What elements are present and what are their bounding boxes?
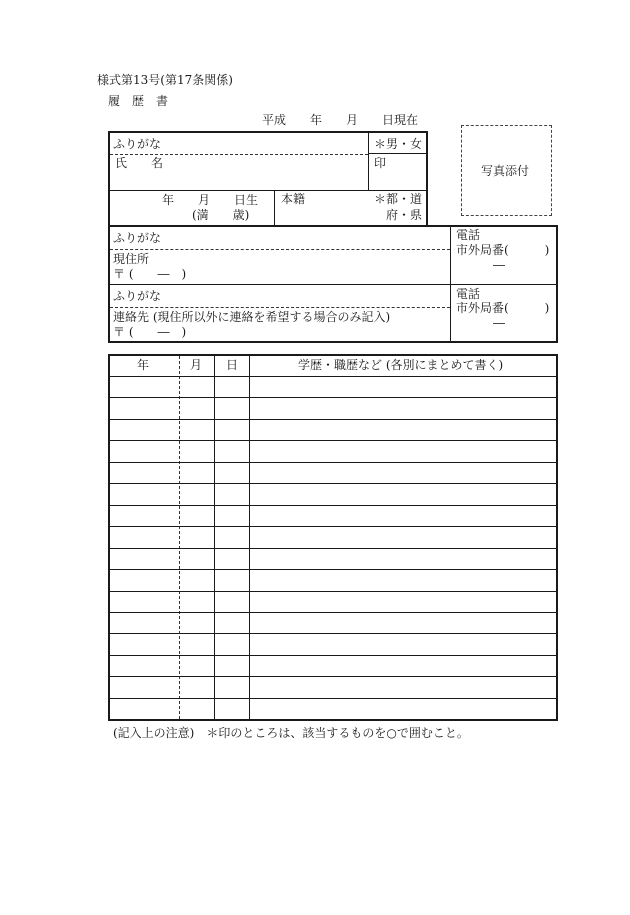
history-row-separator: [110, 397, 557, 398]
history-table: [108, 354, 558, 721]
name-row-bottom: [110, 190, 427, 191]
current-postal-code[interactable]: 〒 ( ― ): [113, 267, 187, 281]
current-phone-label: 電話: [456, 228, 481, 242]
history-header-day: 日: [226, 358, 239, 372]
contact-postal-code[interactable]: 〒 ( ― ): [113, 325, 187, 339]
history-row-separator: [110, 483, 557, 484]
address-row-separator: [110, 284, 557, 285]
history-row-separator: [110, 548, 557, 549]
day-content-divider: [249, 356, 250, 719]
history-row-separator: [110, 526, 557, 527]
birth-date-field[interactable]: 年 月 日生: [162, 193, 259, 207]
history-row-separator: [110, 676, 557, 677]
page-title: 履 歴 書: [108, 94, 169, 108]
history-header-year: 年: [137, 358, 150, 372]
history-header-content: 学歴・職歴など (各別にまとめて書く): [298, 358, 504, 372]
history-row-separator: [110, 376, 557, 377]
photo-label: 写真添付: [481, 164, 530, 178]
current-address-label: 現住所: [113, 252, 150, 266]
date-line: 平成 年 月 日現在: [262, 113, 419, 127]
prefecture-line2[interactable]: 府・県: [386, 208, 423, 222]
history-row-separator: [110, 698, 557, 699]
seal-mark: 印: [374, 156, 387, 170]
current-furigana-dashed-line: [110, 249, 450, 250]
history-row-separator: [110, 612, 557, 613]
history-header-month: 月: [190, 358, 203, 372]
contact-phone-dash: ―: [493, 316, 505, 330]
furigana-dashed-line: [110, 154, 368, 155]
contact-furigana-label: ふりがな: [113, 289, 162, 303]
history-row-separator: [110, 419, 557, 420]
history-row-separator: [110, 505, 557, 506]
gender-field[interactable]: ＊男・女: [374, 137, 423, 151]
contact-phone-label: 電話: [456, 287, 481, 301]
current-phone-dash: ―: [493, 258, 505, 272]
prefecture-line1[interactable]: ＊都・道: [374, 192, 423, 206]
gender-seal-separator: [368, 153, 427, 154]
form-number: 様式第13号(第17条関係): [97, 73, 233, 87]
name-label: 氏 名: [115, 156, 164, 170]
contact-address-label: 連絡先 (現住所以外に連絡を希望する場合のみ記入): [113, 310, 391, 324]
history-row-separator: [110, 462, 557, 463]
history-row-separator: [110, 569, 557, 570]
month-day-divider: [214, 356, 215, 719]
year-month-divider: [179, 356, 180, 719]
honseki-label: 本籍: [281, 192, 306, 206]
history-row-separator: [110, 655, 557, 656]
footnote: (記入上の注意) ＊印のところは、該当するものを○で囲むこと。: [113, 726, 469, 740]
contact-furigana-dashed-line: [110, 307, 450, 308]
current-area-code[interactable]: 市外局番( ): [456, 243, 550, 257]
birth-honseki-divider: [274, 190, 275, 226]
current-furigana-label: ふりがな: [113, 231, 162, 245]
history-row-separator: [110, 591, 557, 592]
age-field[interactable]: (満 歳): [192, 208, 250, 222]
personal-furigana-label: ふりがな: [113, 137, 162, 151]
history-row-separator: [110, 440, 557, 441]
history-row-separator: [110, 633, 557, 634]
contact-area-code[interactable]: 市外局番( ): [456, 301, 550, 315]
personal-divider-v: [368, 132, 369, 191]
